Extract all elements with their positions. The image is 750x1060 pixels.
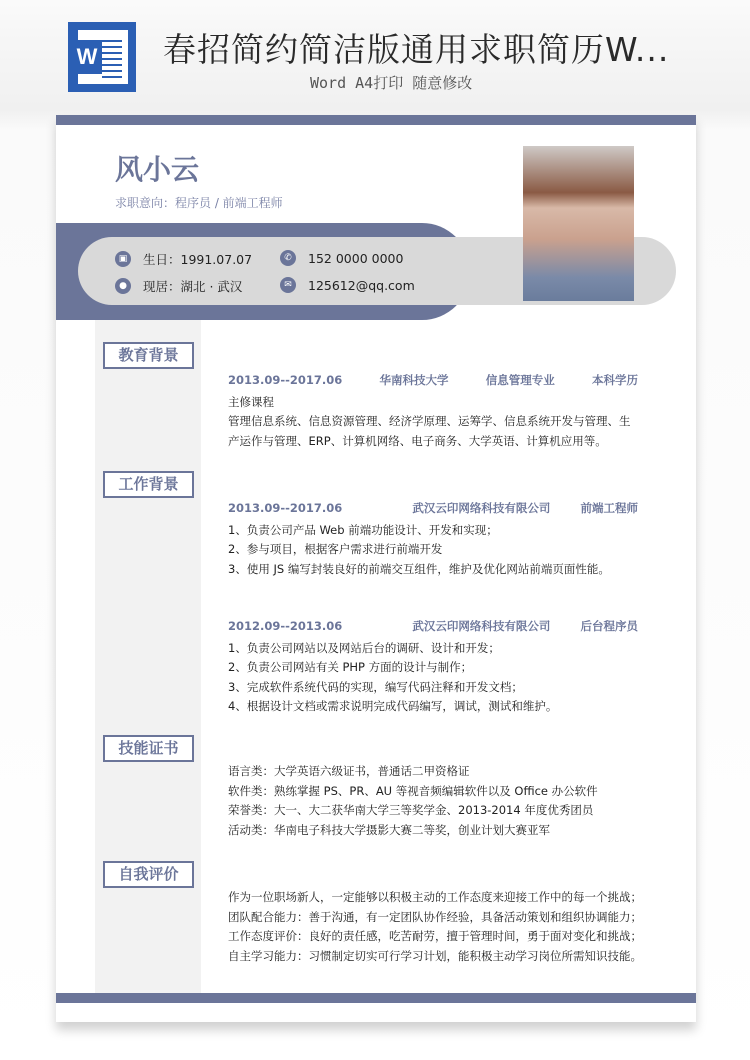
residence-text: 现居：湖北 · 武汉 [143,279,243,294]
document-title: 春招简约简洁版通用求职简历W... [163,30,670,69]
phone-text: 152 0000 0000 [308,250,404,266]
word-app-icon [68,22,136,92]
skills-block [228,762,688,840]
skill-item: 软件类：熟练掌握 PS、PR、AU 等视音频编辑软件以及 Office 办公软件 [228,783,598,798]
education-header [228,371,638,391]
phone-row [280,250,403,266]
course-label: 主修课程 [228,394,274,409]
job-duty: 2、负责公司网站有关 PHP 方面的设计与制作； [228,660,473,674]
skill-item: 荣誉类：大一、大二获华南大学三等奖学金、2013-2014 年度优秀团员 [228,803,594,817]
self-eval-item: 作为一位职场新人，一定能够以积极主动的工作态度来迎接工作中的每一个挑战； [228,890,642,904]
self-eval-block [228,888,688,966]
calendar-icon: ▣ [115,251,131,267]
job-company: 武汉云印网络科技有限公司 [412,501,551,515]
profile-photo [523,146,634,301]
section-work-title: 工作背景 [103,471,194,498]
job-role: 后台程序员 [580,619,638,633]
job-duty: 4、根据设计文档或需求说明完成代码编写，调试，测试和维护。 [228,699,558,713]
skill-item: 活动类：华南电子科技大学摄影大赛二等奖，创业计划大赛亚军 [228,822,550,837]
left-column-band [95,320,201,993]
word-icon-letter: W [72,40,102,74]
education-school: 华南科技大学 [379,373,449,387]
job-company: 武汉云印网络科技有限公司 [412,619,551,633]
job-entry [228,617,638,717]
self-eval-item: 自主学习能力：习惯制定切实可行学习计划，能积极主动学习岗位所需知识技能。 [228,948,642,963]
job-duty: 3、使用 JS 编写封装良好的前端交互组件，维护及优化网站前端页面性能。 [228,561,610,576]
resume-page [56,115,696,1022]
document-subtitle: Word A4打印 随意修改 [310,74,473,92]
job-period: 2013.09--2017.06 [228,501,343,515]
bottom-accent-bar [56,993,696,1003]
birthday-text: 生日：1991.07.07 [143,252,253,267]
section-skills-title: 技能证书 [103,735,194,762]
skill-item: 语言类：大学英语六级证书，普通话二甲资格证 [228,764,470,778]
job-role: 前端工程师 [580,501,638,515]
job-period: 2012.09--2013.06 [228,619,343,633]
job-duty: 2、参与项目，根据客户需求进行前端开发 [228,542,443,556]
job-intent: 求职意向：程序员 / 前端工程师 [115,196,283,210]
birthday-row [115,250,252,268]
top-accent-bar [56,115,696,125]
candidate-name: 风小云 [115,153,200,186]
section-education-title: 教育背景 [103,342,194,369]
self-eval-item: 工作态度评价：良好的责任感，吃苦耐劳，擅于管理时间，勇于面对变化和挑战； [228,929,642,943]
job-entry [228,499,638,579]
education-degree: 本科学历 [591,373,638,387]
self-eval-item: 团队配合能力：善于沟通，有一定团队协作经验，具备活动策划和组织协调能力； [228,909,642,924]
email-text: 125612@qq.com [308,277,415,293]
residence-row [115,277,242,295]
job-duty: 1、负责公司产品 Web 前端功能设计、开发和实现； [228,522,498,537]
location-pin-icon: ● [115,278,131,294]
education-block [228,371,638,451]
education-major: 信息管理专业 [485,373,555,387]
job-duty: 3、完成软件系统代码的实现，编写代码注释和开发文档； [228,679,523,694]
job-duty: 1、负责公司网站以及网站后台的调研、设计和开发； [228,640,500,655]
section-self-eval-title: 自我评价 [103,861,194,888]
course-list: 管理信息系统、信息资源管理、经济学原理、运筹学、信息系统开发与管理、生产运作与管理、ERP、计算机网络、电子商务、大学英语、计算机应用等。 [228,414,631,448]
email-row [280,277,415,293]
envelope-icon: ✉ [280,277,296,293]
education-period: 2013.09--2017.06 [228,373,343,387]
phone-icon: ✆ [280,250,296,266]
